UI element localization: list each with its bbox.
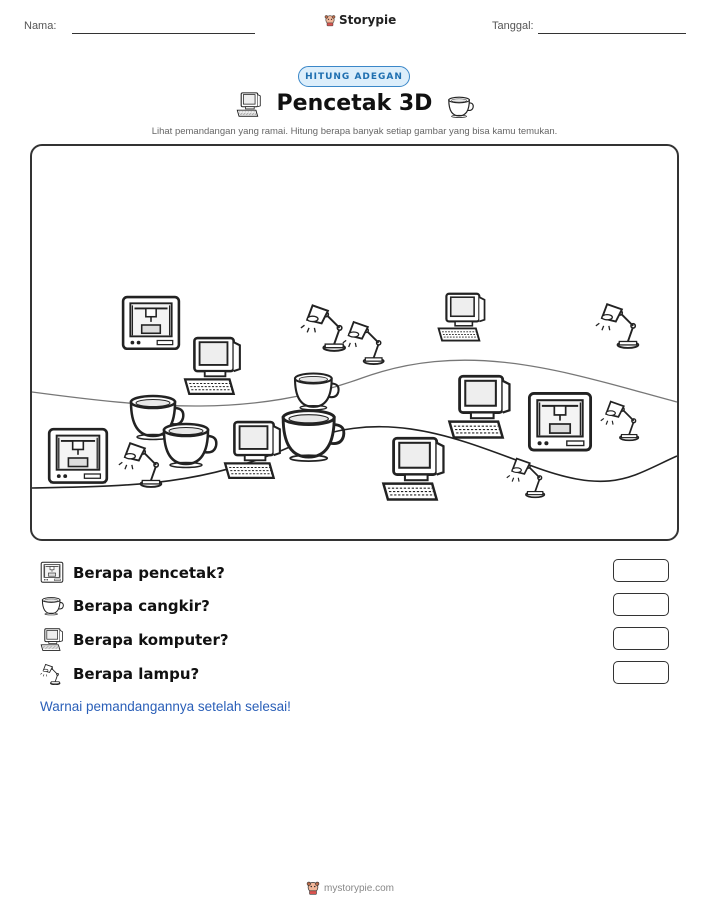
question-text: Berapa cangkir?: [73, 597, 210, 615]
question-lamps: [40, 662, 199, 686]
lamp-item[interactable]: [600, 390, 646, 450]
printer-item[interactable]: [120, 294, 182, 356]
color-instruction: Warnai pemandangannya setelah selesai!: [40, 699, 291, 714]
cup-item[interactable]: [275, 406, 347, 464]
computer-item[interactable]: [380, 436, 448, 504]
lamp-icon: [40, 662, 64, 686]
activity-badge: HITUNG ADEGAN: [298, 66, 410, 87]
printer-item[interactable]: [46, 426, 110, 490]
question-printers: [40, 561, 225, 585]
storypie-mascot-icon: [306, 881, 320, 895]
cup-icon: [446, 95, 474, 119]
question-computers: [40, 628, 229, 652]
lamp-item[interactable]: [342, 314, 392, 370]
question-text: Berapa pencetak?: [73, 564, 225, 582]
footer: [306, 881, 394, 895]
answer-box-computers[interactable]: [613, 627, 669, 650]
lamp-item[interactable]: [118, 436, 170, 492]
lamp-item[interactable]: [506, 446, 552, 508]
answer-box-printers[interactable]: [613, 559, 669, 582]
storypie-mascot-icon: [324, 14, 336, 27]
answer-box-lamps[interactable]: [613, 661, 669, 684]
lamp-item[interactable]: [595, 294, 647, 356]
cup-icon: [40, 594, 64, 618]
computer-icon: [40, 628, 64, 652]
counting-scene: [30, 144, 679, 541]
computer-item[interactable]: [446, 374, 514, 442]
answer-box-cups[interactable]: [613, 593, 669, 616]
question-cups: [40, 594, 210, 618]
name-line[interactable]: [72, 33, 255, 34]
footer-url: mystorypie.com: [324, 882, 395, 894]
brand-text: Storypie: [339, 13, 397, 27]
printer-icon: [40, 561, 64, 585]
computer-item[interactable]: [182, 336, 244, 398]
name-label: Nama:: [24, 20, 57, 32]
date-label: Tanggal:: [492, 20, 534, 32]
storypie-brand: [324, 13, 396, 27]
page-title: Pencetak 3D: [276, 91, 433, 116]
date-line[interactable]: [538, 33, 686, 34]
question-text: Berapa komputer?: [73, 631, 229, 649]
computer-item[interactable]: [222, 420, 284, 482]
computer-item[interactable]: [436, 292, 488, 344]
instructions: Lihat pemandangan yang ramai. Hitung berapa banyak setiap gambar yang bisa kamu temukan.: [151, 126, 558, 137]
question-text: Berapa lampu?: [73, 665, 200, 683]
